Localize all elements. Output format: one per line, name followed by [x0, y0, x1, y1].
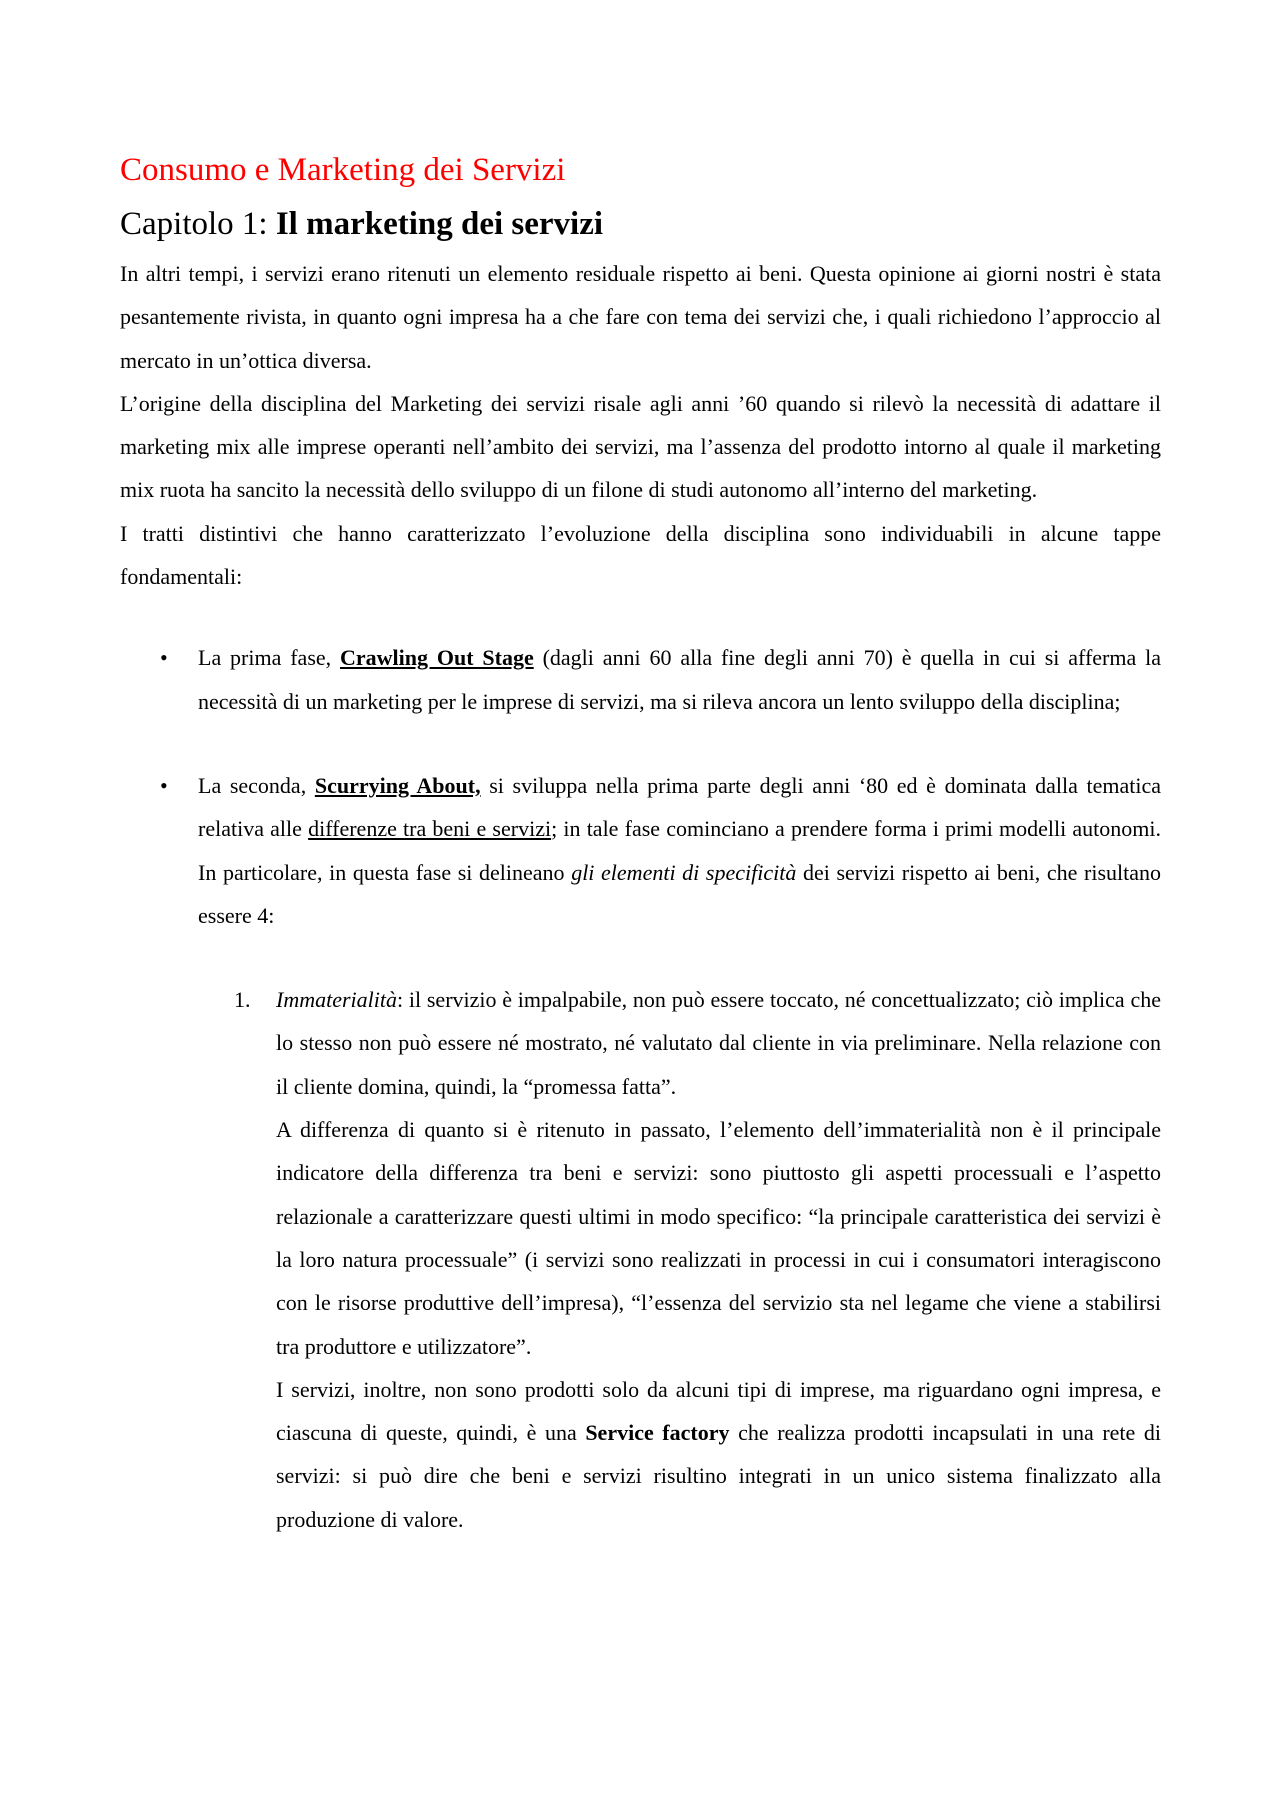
chapter-title — [120, 204, 1161, 244]
phase-item — [120, 636, 1161, 723]
phase-text — [198, 764, 1161, 937]
phase-lead: La seconda, — [198, 772, 315, 798]
bullet-icon: • — [160, 645, 168, 671]
phase-rest: dei servizi rispetto ai beni, che risultano essere 4: — [198, 859, 1161, 928]
specific-paragraph — [276, 978, 1161, 1108]
item-number: 1. — [234, 987, 251, 1013]
phase-rest: (dagli anni 60 alla fine degli anni 70) è quella in cui si afferma la necessità di un marketing per le imprese di servizi, ma si rileva ancora un lento sviluppo della disciplina; — [198, 645, 1162, 714]
specific-text: che realizza prodotti incapsulati in una rete di servizi: si può dire che beni e servizi risultino integrati in un unico sistema finalizzato alla produzione di valore. — [276, 1420, 1162, 1532]
phase-stage-name: Scurrying About, — [314, 772, 481, 798]
specific-bold-term: Service factory — [585, 1420, 730, 1446]
phase-item — [120, 764, 1161, 937]
phase-italic: gli elementi di specificità — [571, 859, 797, 885]
specific-text: : il servizio è impalpabile, non può essere toccato, né concettualizzato; ciò implica che lo stesso non può essere né mostrato, né valutato dal cliente in via preliminare. Nella relazione con il cliente domina, quindi, la “promessa fatta”. — [276, 987, 1161, 1099]
chapter-prefix: Capitolo 1: — [120, 206, 276, 242]
chapter-name: Il marketing dei servizi — [275, 206, 604, 242]
specific-term: Immaterialità — [276, 987, 397, 1013]
document-title: Consumo e Marketing dei Servizi — [120, 152, 566, 188]
phase-mid: si sviluppa nella prima parte degli anni ‘80 ed è dominata dalla tematica relativa alle — [198, 772, 1161, 842]
phases-list — [120, 636, 1161, 937]
phase-text — [198, 636, 1161, 723]
specific-item — [120, 978, 1161, 1541]
intro-section — [120, 252, 1161, 598]
specific-paragraph: A differenza di quanto si è ritenuto in passato, l’elemento dell’immaterialità non è il principale indicatore della differenza tra beni e servizi: sono piuttosto gli aspetti processuali e l’aspetto relazionale a caratterizzare questi ultimi in modo specifico: “la principale caratteristica dei servizi è la loro natura processuale” (i servizi sono realizzati in processi in cui i consumatori interagiscono con le risorse produttive dell’impresa), “l’essenza del servizio sta nel legame che viene a stabilirsi tra produttore e utilizzatore”. — [276, 1117, 1161, 1359]
phase-underlined: differenze tra beni e servizi — [308, 816, 552, 842]
phase-stage-name: Crawling Out Stage — [340, 645, 534, 671]
intro-paragraph: I tratti distintivi che hanno caratterizzato l’evoluzione della disciplina sono individuabili in alcune tappe fondamentali: — [120, 520, 1161, 590]
specific-text: I servizi, inoltre, non sono prodotti solo da alcuni tipi di imprese, ma riguardano ogni impresa, e ciascuna di queste, quindi, è una — [276, 1376, 1161, 1446]
bullet-icon: • — [160, 772, 168, 798]
specific-paragraph — [276, 1368, 1161, 1541]
document-page — [120, 150, 1161, 1541]
intro-paragraph: In altri tempi, i servizi erano ritenuti un elemento residuale rispetto ai beni. Questa opinione ai giorni nostri è stata pesantemente rivista, in quanto ogni impresa ha a che fare con tema dei servizi che, i quali richiedono l’approccio al mercato in un’ottica diversa. — [120, 261, 1161, 373]
intro-paragraph: L’origine della disciplina del Marketing dei servizi risale agli anni ’60 quando si rilevò la necessità di adattare il marketing mix alle imprese operanti nell’ambito dei servizi, ma l’assenza del prodotto intorno al quale il marketing mix ruota ha sancito la necessità dello sviluppo di un filone di studi autonomo all’interno del marketing. — [120, 390, 1161, 503]
specifics-list — [120, 978, 1161, 1541]
phase-mid2: ; in tale fase cominciano a prendere forma i primi modelli autonomi. In particolare, in questa fase si delineano — [198, 816, 1162, 885]
phase-lead: La prima fase, — [198, 645, 341, 671]
